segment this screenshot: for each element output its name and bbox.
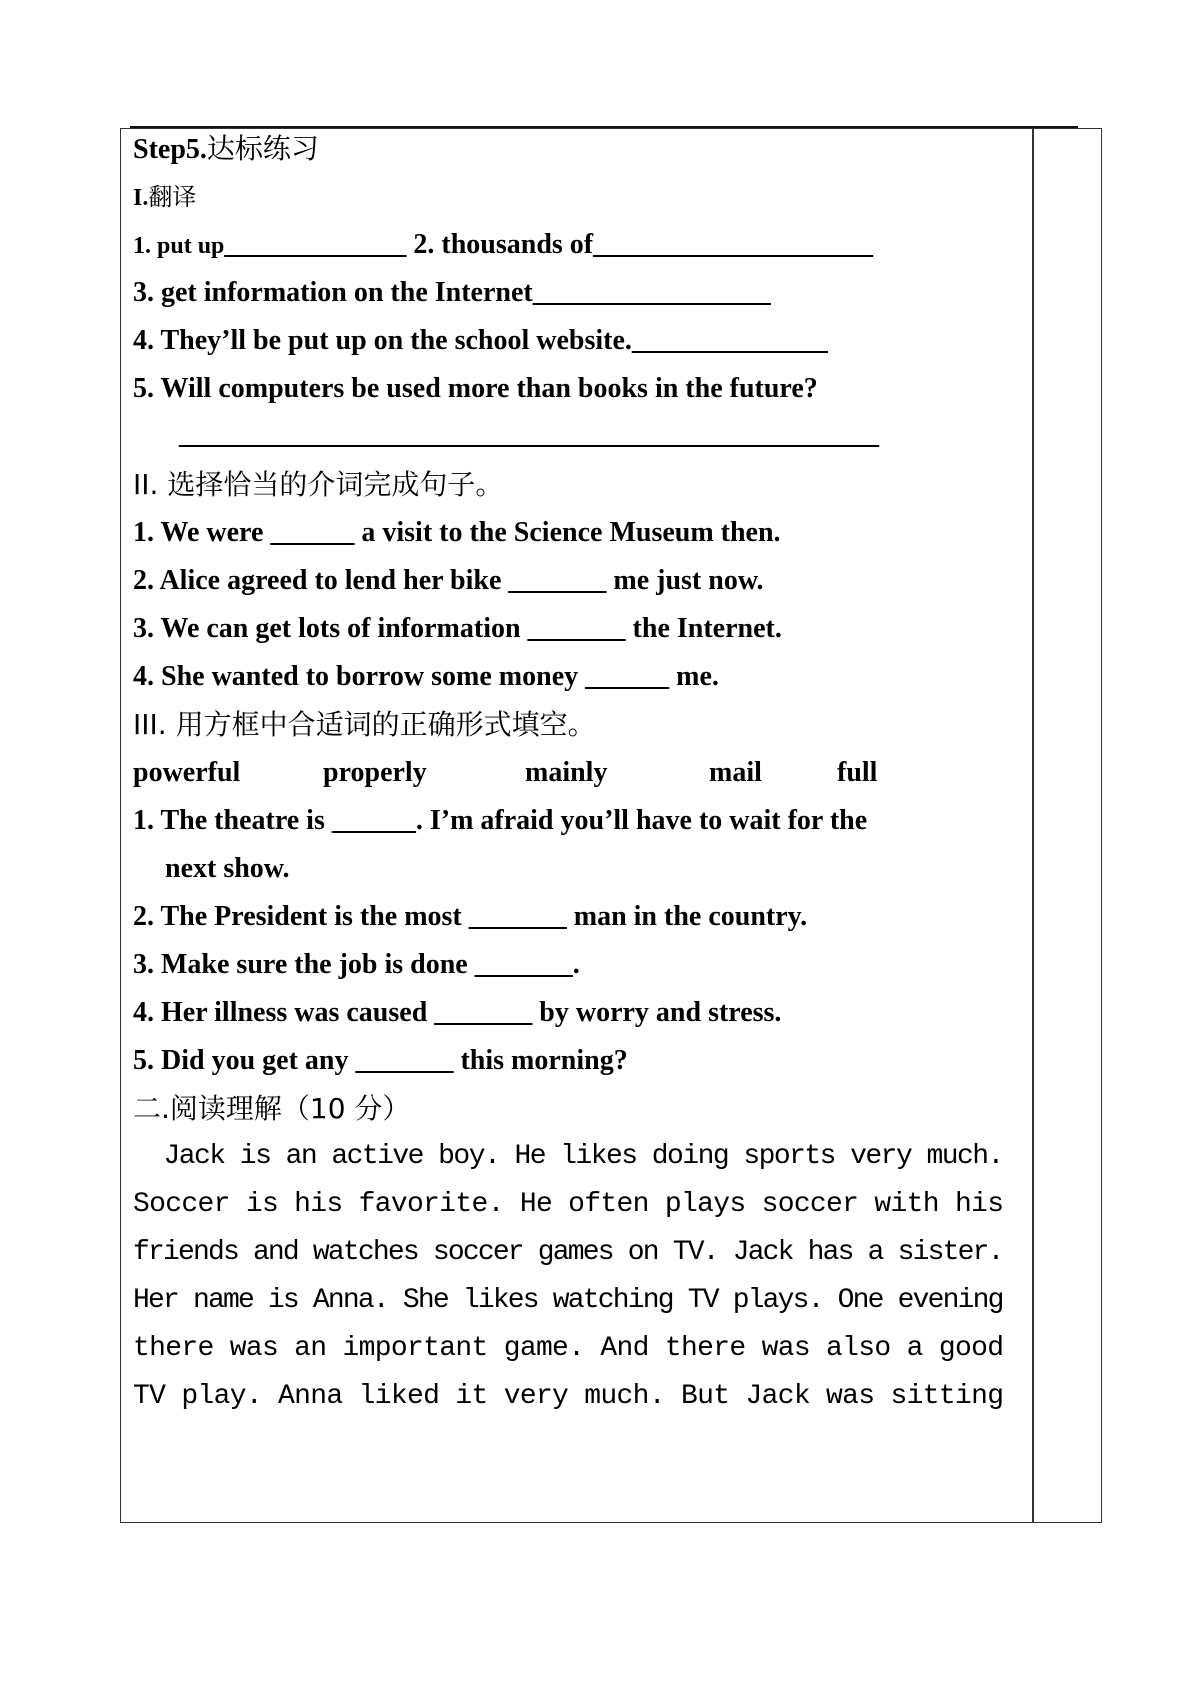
answer-blank[interactable]: __________________________________________________ [179,419,879,450]
item-prefix: 2. thousands of [413,229,594,260]
translation-item-3 [133,276,771,310]
word-bank-item: mainly [525,757,608,788]
table-column-divider [1032,128,1034,1523]
fill-in-item: 2. The President is the most _______ man in the country. [133,901,808,932]
reading-line: Soccer is his favorite. He often plays soccer with his [133,1189,1004,1220]
fill-in-item: 1. The theatre is ______. I’m afraid you’ll have to wait for the [133,805,868,836]
answer-blank[interactable]: ____________________ [593,229,874,260]
section1-heading [133,180,196,215]
item-prefix: 5. Will computers be used more than books in the future? [133,373,818,404]
word-bank-item: properly [323,757,427,788]
answer-blank[interactable]: _____________ [224,229,407,260]
section1-number: I. [133,185,149,211]
section1-title: 翻译 [148,183,197,211]
step-title-cn: 达标练习 [206,132,319,165]
preposition-item: 4. She wanted to borrow some money ______ me. [133,661,719,692]
reading-line: TV play. Anna liked it very much. But Jack was sitting [133,1381,1004,1412]
reading-line: there was an important game. And there was also a good [133,1333,1004,1364]
preposition-item: 3. We can get lots of information _______ the Internet. [133,613,782,644]
translation-item-4 [133,324,828,358]
fill-in-item: 3. Make sure the job is done _______. [133,949,580,980]
step-title-en: Step5. [133,134,207,165]
reading-line: Jack is an active boy. He likes doing sports very much. [133,1141,1003,1172]
item-prefix: 4. They’ll be put up on the school website. [133,325,632,356]
reading-heading: 二.阅读理解（10 分） [133,1092,411,1125]
item-prefix: 3. get information on the Internet [133,277,533,308]
answer-blank[interactable]: ______________ [631,325,828,356]
section2-heading: II. 选择恰当的介词完成句子。 [133,468,504,501]
word-bank-item: powerful [133,757,241,788]
translation-row-1-2 [133,228,873,263]
preposition-item: 2. Alice agreed to lend her bike _______ me just now. [133,565,764,596]
step-title [133,132,319,167]
translation-item-5 [133,372,818,406]
word-bank-item: full [837,757,878,788]
fill-in-item: 5. Did you get any _______ this morning? [133,1045,628,1076]
translation-item-5-blank[interactable] [179,418,879,452]
answer-blank[interactable]: _________________ [532,277,771,308]
reading-line: Her name is Anna. She likes watching TV plays. One evening [133,1285,1003,1316]
item-prefix: 1. put up [133,233,225,259]
section3-heading: III. 用方框中合适词的正确形式填空。 [133,708,596,741]
reading-line: friends and watches soccer games on TV. Jack has a sister. [133,1237,1003,1268]
fill-in-item-continuation: next show. [165,853,290,884]
preposition-item: 1. We were ______ a visit to the Science Museum then. [133,517,781,548]
word-bank-item: mail [709,757,762,788]
fill-in-item: 4. Her illness was caused _______ by worry and stress. [133,997,782,1028]
